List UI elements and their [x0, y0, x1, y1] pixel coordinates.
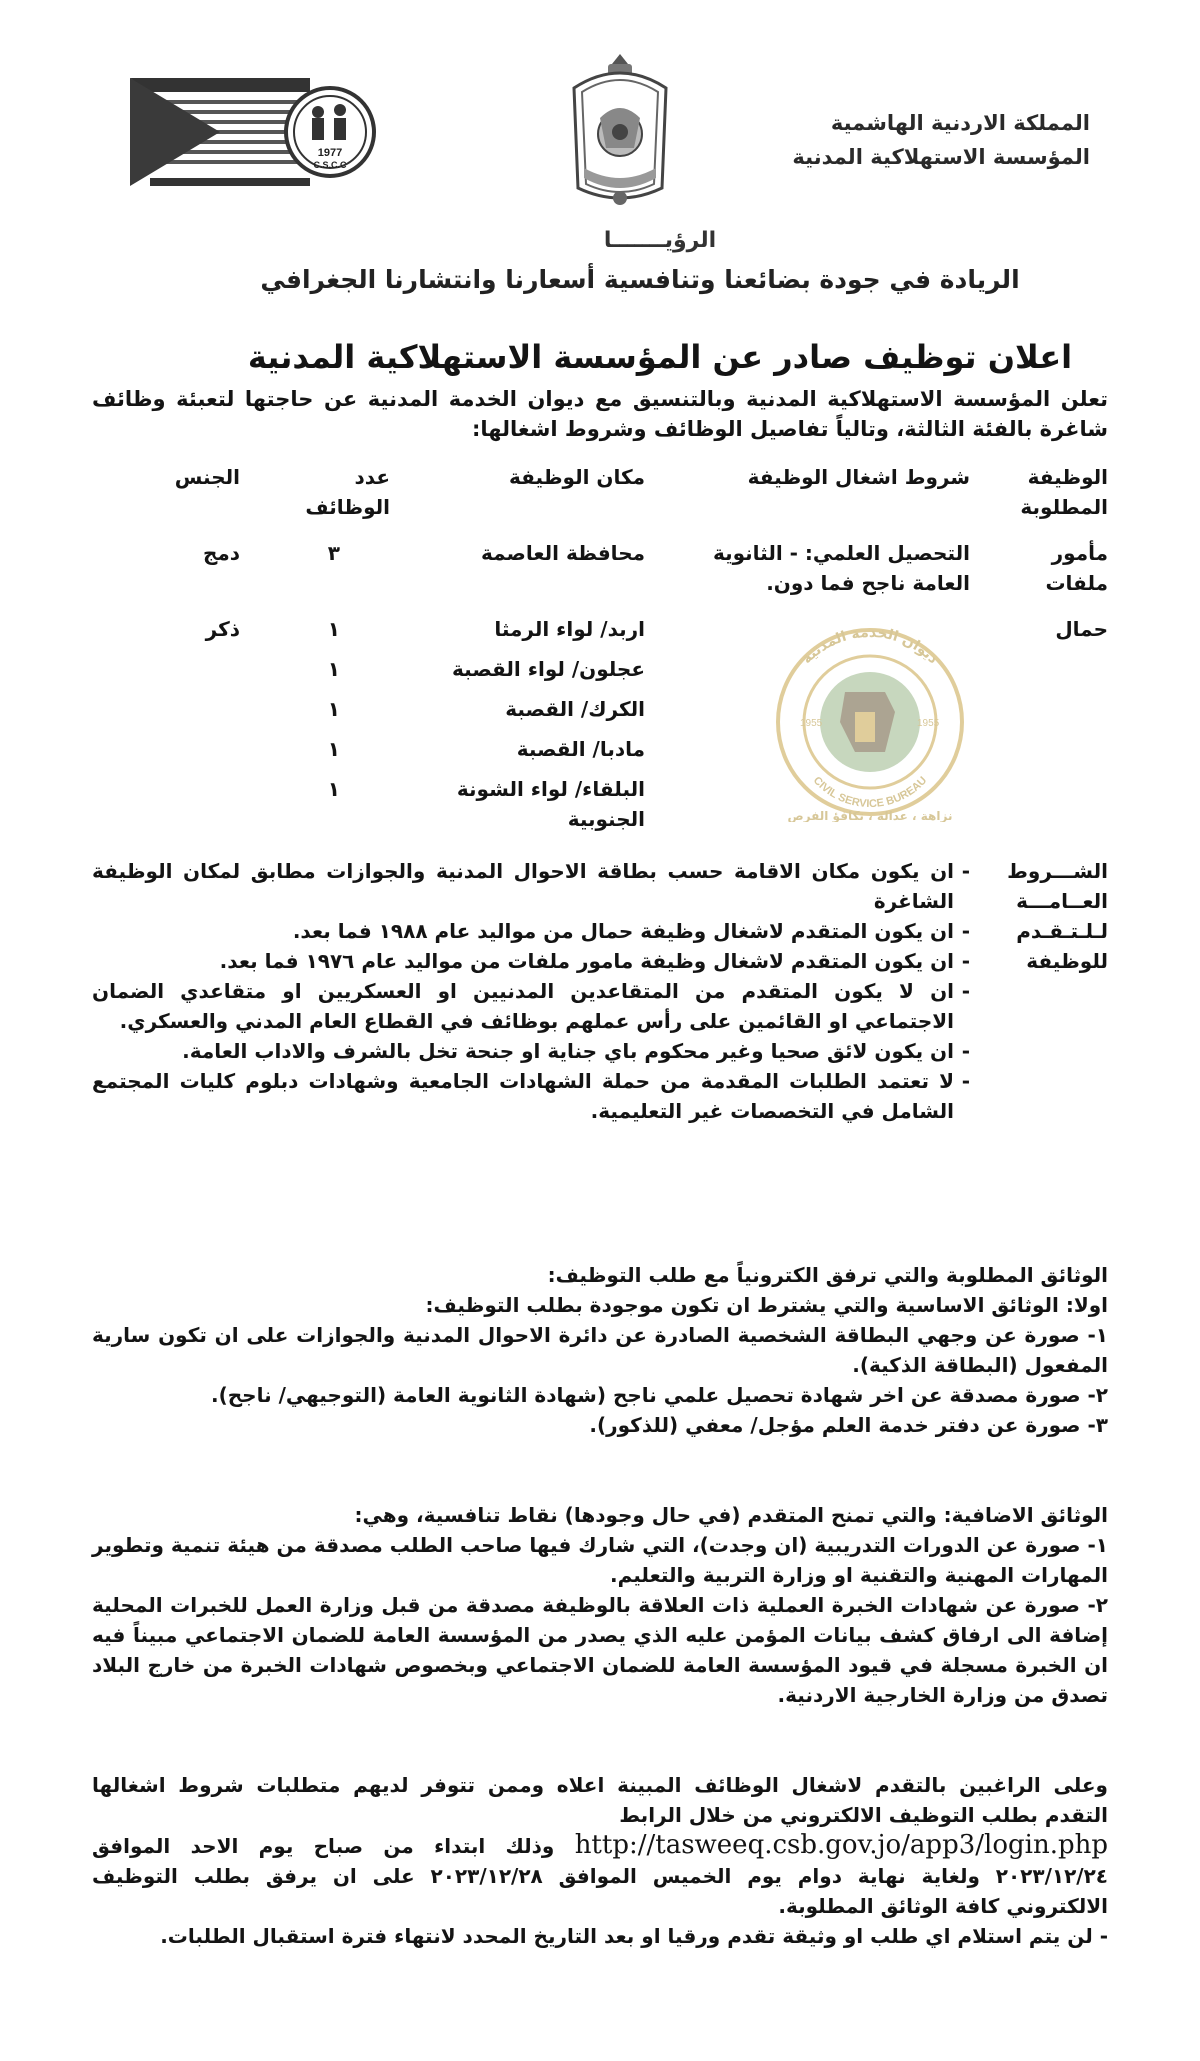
announcement-title: اعلان توظيف صادر عن المؤسسة الاستهلاكية المدنية: [247, 338, 1073, 376]
additional-documents-section: [92, 1500, 1108, 1710]
table-row-1-job: مأمور ملفات: [1045, 541, 1108, 595]
closing-line-1: وعلى الراغبين بالتقدم لاشغال الوظائف المبينة اعلاه وممن تتوفر لديهم متطلبات شروط اشغالها التقدم بطلب التوظيف الالكتروني من خلال الرابط: [92, 1773, 1108, 1827]
logo-year: 1977: [317, 147, 343, 159]
condition-item: - ان يكون لائق صحيا وغير محكوم باي جناية او جنحة تخل بالشرف والاداب العامة.: [92, 1036, 970, 1066]
logo-abbr: C.S.C.C: [313, 160, 347, 170]
stamp-motto: نزاهة ، عدالة ، تكافؤ الفرص: [787, 809, 953, 822]
application-link[interactable]: http://tasweeq.csb.gov.jo/app3/login.php: [574, 1830, 1108, 1860]
table-row-5-count: ١: [327, 737, 340, 761]
basic-document-item: ٣- صورة عن دفتر خدمة العلم مؤجل/ معفي (للذكور).: [589, 1413, 1108, 1437]
th-location: مكان الوظيفة: [509, 465, 645, 489]
table-row-6-count: ١: [327, 777, 340, 801]
documents-title: الوثائق المطلوبة والتي ترفق الكترونياً مع طلب التوظيف:: [547, 1263, 1108, 1287]
table-row-1-conditions: التحصيل العلمي: - الثانوية العامة ناجح فما دون.: [712, 541, 970, 595]
header-institution-block: [792, 106, 1090, 174]
stamp-year-left: 1955: [800, 718, 823, 729]
svg-text:ديوان الخدمة المدنية: [799, 625, 941, 667]
table-row-5-location: مادبا/ القصبة: [516, 737, 645, 761]
table-row-1-gender: دمج: [202, 541, 240, 565]
general-conditions-label: الشـــروط العــامـــة لـلـتـقـدم للوظيفة: [1007, 859, 1108, 973]
condition-item: - ان لا يكون المتقدم من المتقاعدين المدنيين او العسكريين او متقاعدي الضمان الاجتماعي او القائمين على رأس عملهم بوظائف في القطاع العام المدني والعسكري.: [92, 976, 970, 1036]
th-count: عدد الوظائف: [305, 465, 390, 519]
civil-service-bureau-stamp: [755, 622, 985, 822]
table-row-2-count: ١: [327, 617, 340, 641]
kingdom-name: المملكة الاردنية الهاشمية: [830, 111, 1090, 135]
institution-name: المؤسسة الاستهلاكية المدنية: [792, 145, 1090, 169]
basic-documents-title: اولا: الوثائق الاساسية والتي يشترط ان تكون موجودة بطلب التوظيف:: [425, 1293, 1108, 1317]
general-conditions-list: [92, 856, 970, 1126]
table-row-2-gender: ذكر: [205, 617, 240, 641]
announcement-intro: تعلن المؤسسة الاستهلاكية المدنية وبالتنسيق مع ديوان الخدمة المدنية عن حاجتها لتعبئة وظائف شاغرة بالفئة الثالثة، وتالياً تفاصيل الوظائف وشروط اشغالها:: [92, 387, 1108, 441]
th-job: الوظيفة المطلوبة: [1020, 465, 1108, 519]
table-row-4-location: الكرك/ القصبة: [505, 697, 645, 721]
vision-title: الرؤيـــــــا: [603, 228, 717, 253]
stamp-year-right: 1955: [917, 718, 940, 729]
condition-item: - ان يكون المتقدم لاشغال وظيفة حمال من مواليد عام ١٩٨٨ فما بعد.: [92, 916, 970, 946]
vision-text: الريادة في جودة بضائعنا وتنافسية أسعارنا وانتشارنا الجغرافي: [260, 265, 1020, 294]
table-row-2-location: اربد/ لواء الرمثا: [494, 617, 645, 641]
table-row-6-location: البلقاء/ لواء الشونة الجنوبية: [456, 777, 645, 831]
stamp-english-ring: CIVIL SERVICE BUREAU: [810, 774, 930, 811]
closing-section: [92, 1770, 1108, 1951]
closing-line-3: - لن يتم استلام اي طلب او وثيقة تقدم ورقيا او بعد التاريخ المحدد لانتهاء فترة استقبال الطلبات.: [160, 1924, 1108, 1948]
condition-item: - ان يكون المتقدم لاشغال وظيفة مامور ملفات من مواليد عام ١٩٧٦ فما بعد.: [92, 946, 970, 976]
additional-document-item: ٢- صورة عن شهادات الخبرة العملية ذات العلاقة بالوظيفة مصدقة من قبل وزارة العمل للخبرات المحلية إضافة الى ارفاق كشف بيانات المؤمن عليه الذي يصدر من المؤسسة العامة للضمان الاجتماعي مبيناً فيه ان الخبرة مسجلة في قيود المؤسسة العامة للضمان الاجتماعي وبخصوص شهادات الخبرة من خارج البلاد تصدق من وزارة الخارجية الاردنية.: [92, 1593, 1108, 1707]
stamp-arabic-ring: ديوان الخدمة المدنية: [799, 624, 942, 668]
table-row-1-count: ٣: [327, 541, 340, 565]
table-row-1-location: محافظة العاصمة: [480, 541, 645, 565]
th-conditions: شروط اشغال الوظيفة: [747, 465, 970, 489]
cscc-flag-logo: [130, 78, 390, 198]
table-row-2-job: حمال: [1055, 617, 1108, 641]
th-gender: الجنس: [174, 465, 240, 489]
closing-line-2: وذلك ابتداء من صباح يوم الاحد الموافق ٢٠٢٣/١٢/٢٤ ولغاية نهاية دوام يوم الخميس الموافق ٢٠٢٣/١٢/٢٨ على ان يرفق بطلب التوظيف الالكتروني كافة الوثائق المطلوبة.: [92, 1834, 1109, 1918]
basic-document-item: ٢- صورة مصدقة عن اخر شهادة تحصيل علمي ناجح (شهادة الثانوية العامة (التوجيهي/ ناجح).: [211, 1383, 1108, 1407]
table-row-3-location: عجلون/ لواء القصبة: [452, 657, 645, 681]
basic-document-item: ١- صورة عن وجهي البطاقة الشخصية الصادرة عن دائرة الاحوال المدنية والجوازات على ان تكون سارية المفعول (البطاقة الذكية).: [92, 1323, 1108, 1377]
documents-section: [92, 1260, 1108, 1440]
table-row-4-count: ١: [327, 697, 340, 721]
condition-item: - لا تعتمد الطلبات المقدمة من حملة الشهادات الجامعية وشهادات دبلوم كليات المجتمع الشامل في التخصصات غير التعليمية.: [92, 1066, 970, 1126]
additional-documents-title: الوثائق الاضافية: والتي تمنح المتقدم (في حال وجودها) نقاط تنافسية، وهي:: [354, 1503, 1108, 1527]
table-row-3-count: ١: [327, 657, 340, 681]
royal-crest-emblem: [560, 48, 680, 218]
condition-item: - ان يكون مكان الاقامة حسب بطاقة الاحوال المدنية والجوازات مطابق لمكان الوظيفة الشاغرة: [92, 856, 970, 916]
additional-document-item: ١- صورة عن الدورات التدريبية (ان وجدت)، التي شارك فيها صاحب الطلب مصدقة من هيئة تنمية وتطوير المهارات المهنية والتقنية او وزارة التربية والتعليم.: [92, 1533, 1108, 1587]
